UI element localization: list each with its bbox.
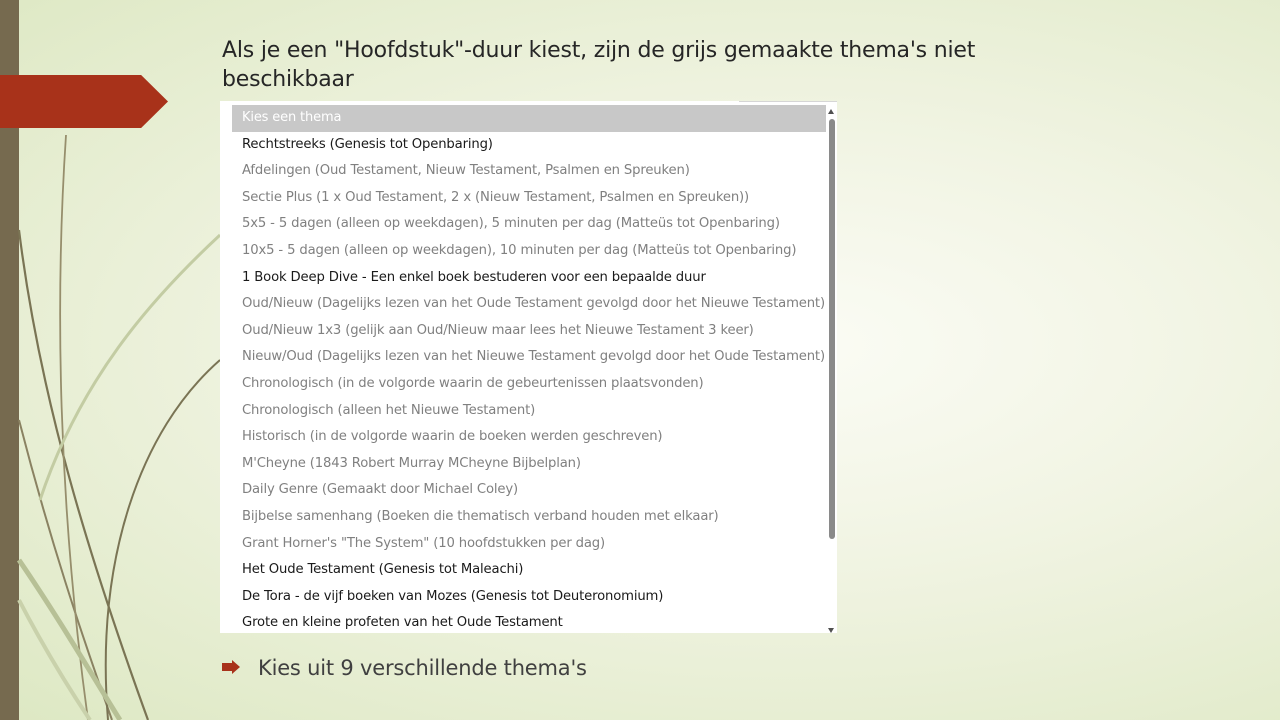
dropdown-option[interactable]: De Tora - de vijf boeken van Mozes (Genesis tot Deuteronomium) xyxy=(242,588,664,604)
dropdown-option: Afdelingen (Oud Testament, Nieuw Testament, Psalmen en Spreuken) xyxy=(242,163,690,179)
dropdown-option: 10x5 - 5 dagen (alleen op weekdagen), 10 minuten per dag (Matteüs tot Openbaring) xyxy=(242,242,797,258)
dropdown-options xyxy=(232,105,826,633)
accent-arrow-tab xyxy=(0,75,168,128)
bullet-text: Kies uit 9 verschillende thema's xyxy=(258,656,587,680)
dropdown-option[interactable]: Het Oude Testament (Genesis tot Maleachi) xyxy=(242,562,524,578)
slide-title: Als je een "Hoofdstuk"-duur kiest, zijn de grijs gemaakte thema's niet beschikbaar xyxy=(222,38,976,92)
theme-dropdown-list[interactable] xyxy=(220,101,837,633)
dropdown-option: 5x5 - 5 dagen (alleen op weekdagen), 5 minuten per dag (Matteüs tot Openbaring) xyxy=(242,216,780,232)
dropdown-option[interactable]: 1 Book Deep Dive - Een enkel boek bestuderen voor een bepaalde duur xyxy=(242,269,706,285)
dropdown-option: Bijbelse samenhang (Boeken die thematisch verband houden met elkaar) xyxy=(242,508,719,524)
dropdown-option[interactable]: Rechtstreeks (Genesis tot Openbaring) xyxy=(242,136,493,152)
bullet-item xyxy=(222,652,587,684)
dropdown-option: M'Cheyne (1843 Robert Murray MCheyne Bijbelplan) xyxy=(242,455,581,471)
dropdown-option: Oud/Nieuw 1x3 (gelijk aan Oud/Nieuw maar lees het Nieuwe Testament 3 keer) xyxy=(242,322,754,338)
dropdown-placeholder-option[interactable]: Kies een thema xyxy=(232,105,826,132)
dropdown-option: Chronologisch (in de volgorde waarin de gebeurtenissen plaatsvonden) xyxy=(242,375,704,391)
dropdown-option: Grant Horner's "The System" (10 hoofdstukken per dag) xyxy=(242,535,606,551)
dropdown-option: Chronologisch (alleen het Nieuwe Testament) xyxy=(242,402,536,418)
arrow-bullet-icon xyxy=(222,660,240,674)
dropdown-top-edge xyxy=(739,101,837,102)
dropdown-option: Daily Genre (Gemaakt door Michael Coley) xyxy=(242,482,518,498)
dropdown-option: Nieuw/Oud (Dagelijks lezen van het Nieuwe Testament gevolgd door het Oude Testament) xyxy=(242,349,825,365)
scrollbar-thumb[interactable] xyxy=(829,119,835,539)
dropdown-option: Historisch (in de volgorde waarin de boeken werden geschreven) xyxy=(242,429,663,445)
scroll-up-arrow-icon[interactable] xyxy=(828,109,834,114)
dropdown-option: Oud/Nieuw (Dagelijks lezen van het Oude Testament gevolgd door het Nieuwe Testament) xyxy=(242,296,825,312)
dropdown-option: Sectie Plus (1 x Oud Testament, 2 x (Nieuw Testament, Psalmen en Spreuken)) xyxy=(242,189,750,205)
dropdown-option[interactable]: Grote en kleine profeten van het Oude Testament xyxy=(242,615,563,631)
scrollbar[interactable] xyxy=(826,107,837,633)
scroll-down-arrow-icon[interactable] xyxy=(828,628,834,633)
